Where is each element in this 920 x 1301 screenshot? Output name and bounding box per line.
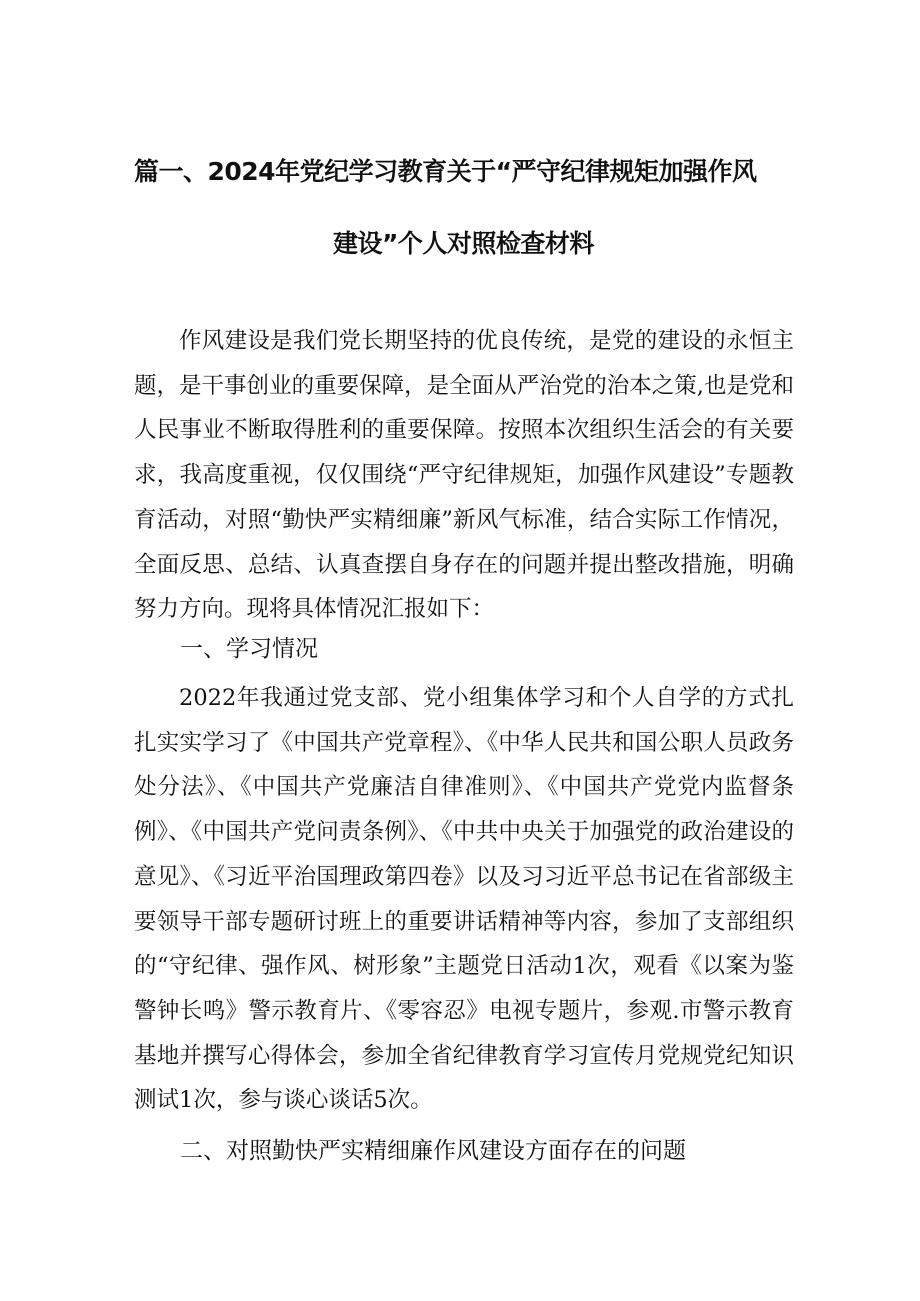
section-heading-study: 一、学习情况 (180, 636, 318, 662)
document-title-line-2: 建设”个人对照检查材料 (333, 229, 594, 258)
document-title-line-1: 篇一、2024年党纪学习教育关于“严守纪律规矩加强作风 (134, 157, 757, 186)
section-heading-problems: 二、对照勤快严实精细廉作风建设方面存在的问题 (180, 1138, 686, 1164)
study-paragraph: 2022年我通过党支部、党小组集体学习和个人自学的方式扎扎实实学习了《中国共产党章程》、《中华人民共和国公职人员政务处分法》、《中国共产党廉洁自律准则》、《中国共产党党内监督条例》、《中国共产党问责条例》、《中共中央关于加强党的政治建设的意见》、《习近平治国理政第四卷》以及习习近平总书记在省部级主要领导干部专题研讨班上的重要讲话精神等内容，参加了支部组织的“守纪律、强作风、树形象”主题党日活动1次，观看《以案为鉴警钟长鸣》警示教育片、《零容忍》电视专题片，参观.市警示教育基地并撰写心得体会，参加全省纪律教育学习宣传月党规党纪知识测试1次，参与谈心谈话5次。 (134, 685, 794, 1114)
intro-paragraph: 作风建设是我们党长期坚持的优良传统，是党的建设的永恒主题，是干事创业的重要保障，是全面从严治党的治本之策,也是党和人民事业不断取得胜利的重要保障。按照本次组织生活会的有关要求，我高度重视，仅仅围绕“严守纪律规矩，加强作风建设”专题教育活动，对照“勤快严实精细廉”新风气标准，结合实际工作情况，全面反思、总结、认真查摆自身存在的问题并提出整改措施，明确努力方向。现将具体情况汇报如下： (134, 328, 794, 623)
